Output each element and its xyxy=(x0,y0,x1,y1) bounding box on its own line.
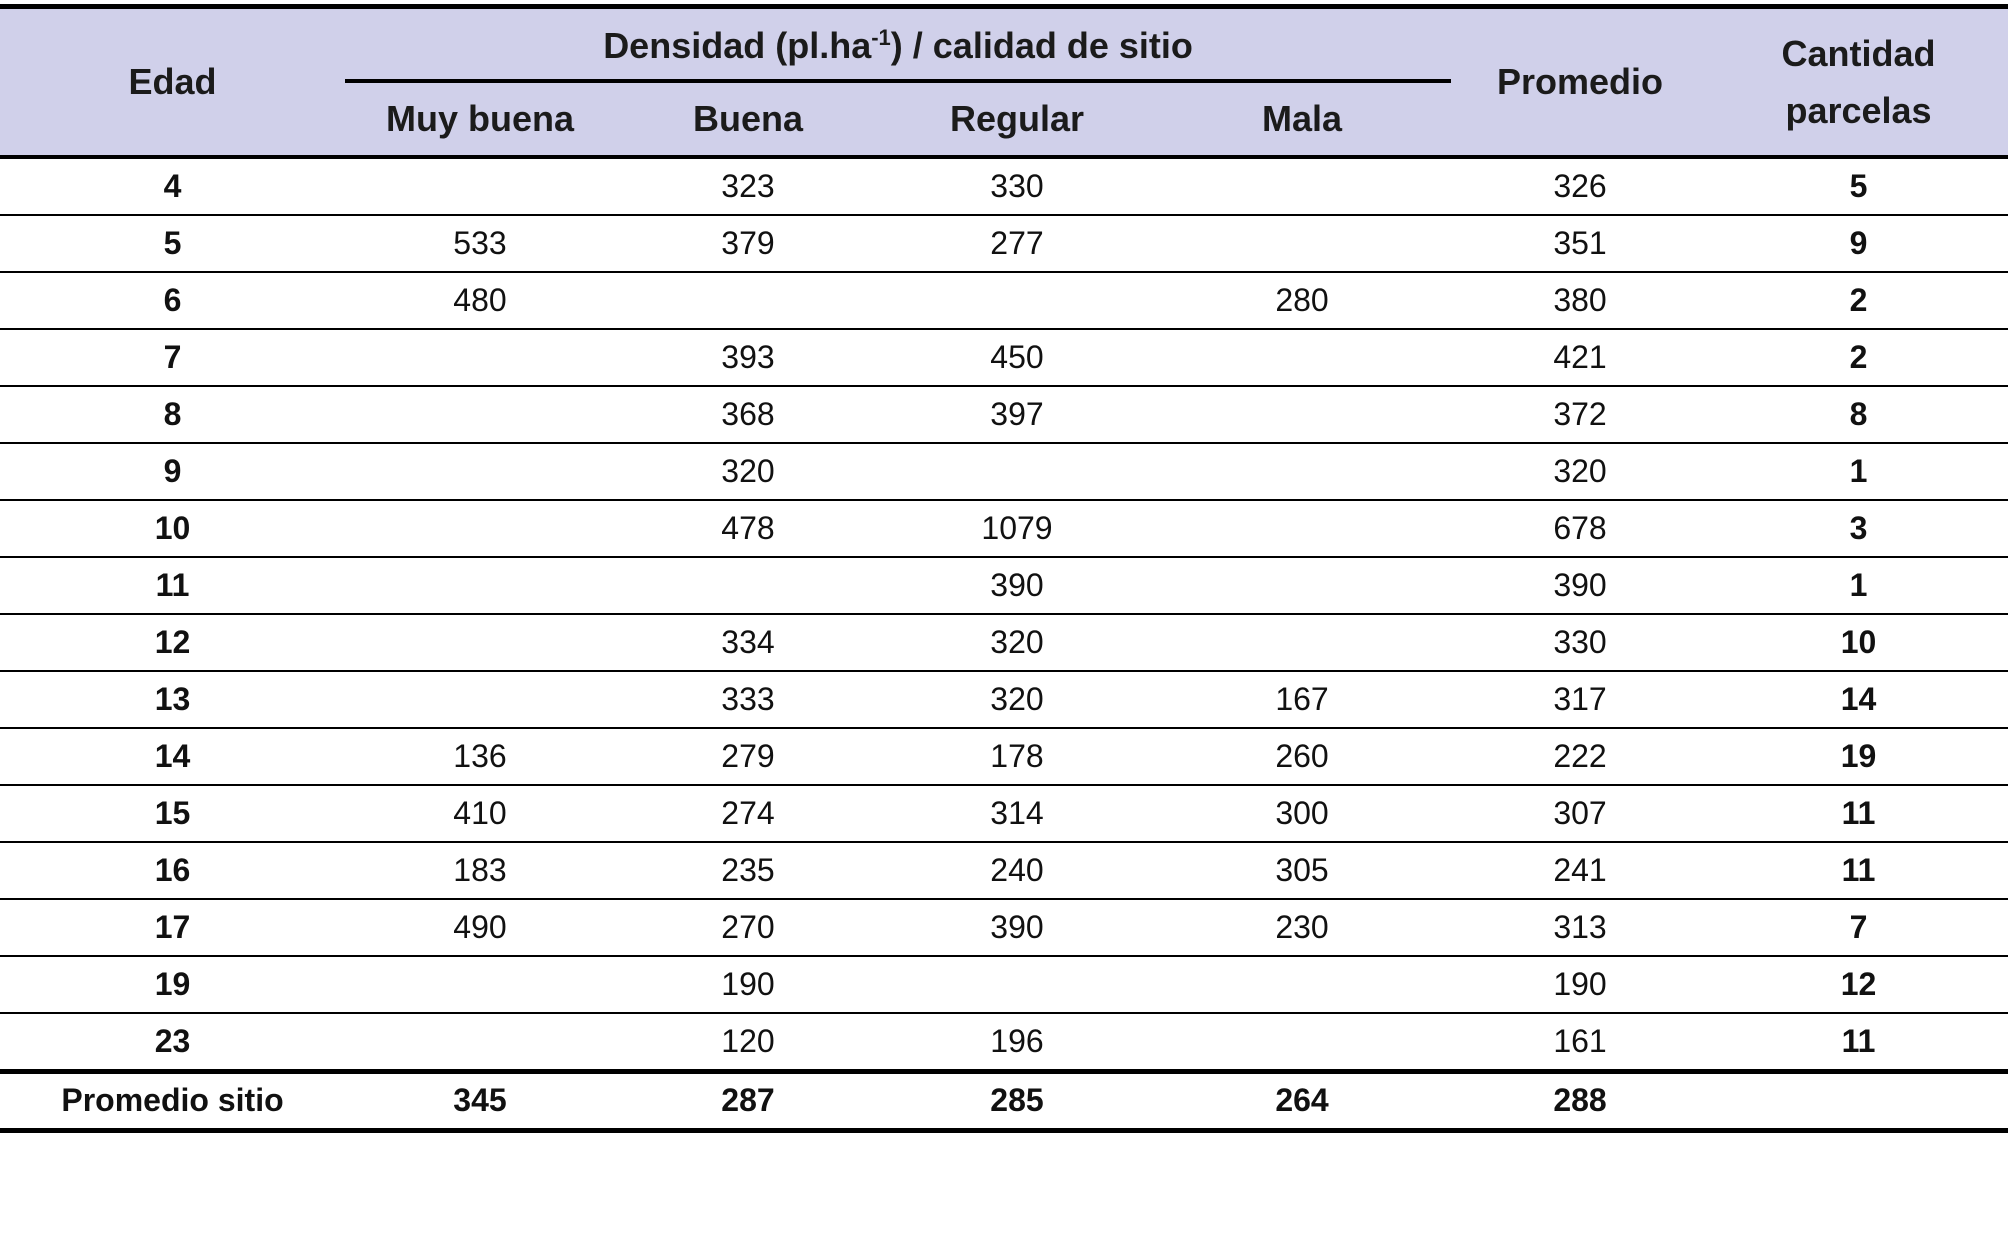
cell-muy-buena: 410 xyxy=(345,785,615,842)
cell-promedio: 190 xyxy=(1451,956,1709,1013)
total-regular: 285 xyxy=(881,1071,1153,1130)
cell-regular: 1079 xyxy=(881,500,1153,557)
cell-muy-buena xyxy=(345,443,615,500)
cell-promedio: 320 xyxy=(1451,443,1709,500)
cell-cantidad: 3 xyxy=(1709,500,2008,557)
cell-regular: 450 xyxy=(881,329,1153,386)
cell-promedio: 317 xyxy=(1451,671,1709,728)
cell-edad: 7 xyxy=(0,329,345,386)
total-buena: 287 xyxy=(615,1071,881,1130)
table-row xyxy=(0,157,2008,215)
cell-promedio: 380 xyxy=(1451,272,1709,329)
cell-promedio: 421 xyxy=(1451,329,1709,386)
table-row xyxy=(0,842,2008,899)
cell-regular xyxy=(881,956,1153,1013)
header-mala: Mala xyxy=(1153,83,1451,157)
cell-edad: 6 xyxy=(0,272,345,329)
cell-buena: 368 xyxy=(615,386,881,443)
cell-promedio: 222 xyxy=(1451,728,1709,785)
cell-promedio: 351 xyxy=(1451,215,1709,272)
header-edad: Edad xyxy=(0,7,345,157)
cell-regular: 320 xyxy=(881,614,1153,671)
cell-regular: 330 xyxy=(881,157,1153,215)
cell-buena: 279 xyxy=(615,728,881,785)
cell-buena: 274 xyxy=(615,785,881,842)
cell-promedio: 307 xyxy=(1451,785,1709,842)
cell-promedio: 390 xyxy=(1451,557,1709,614)
cell-promedio: 241 xyxy=(1451,842,1709,899)
cell-cantidad: 1 xyxy=(1709,443,2008,500)
cell-promedio: 161 xyxy=(1553,1022,1607,1059)
cell-edad: 14 xyxy=(0,728,345,785)
cell-regular: 320 xyxy=(881,671,1153,728)
cell-buena: 235 xyxy=(615,842,881,899)
table-row xyxy=(0,728,2008,785)
cell-edad: 16 xyxy=(0,842,345,899)
cell-muy-buena: 490 xyxy=(345,899,615,956)
cell-muy-buena xyxy=(345,557,615,614)
density-table-container xyxy=(0,4,2008,1133)
table-row xyxy=(0,386,2008,443)
cell-edad: 13 xyxy=(0,671,345,728)
cell-cantidad: 14 xyxy=(1709,671,2008,728)
cell-cantidad: 7 xyxy=(1709,899,2008,956)
cell-edad: 9 xyxy=(0,443,345,500)
header-regular: Regular xyxy=(881,83,1153,157)
table-row xyxy=(0,215,2008,272)
cell-mala xyxy=(1153,443,1451,500)
cell-edad: 23 xyxy=(154,1022,191,1059)
cell-buena: 323 xyxy=(615,157,881,215)
cell-edad: 5 xyxy=(0,215,345,272)
cell-promedio: 326 xyxy=(1451,157,1709,215)
cell-mala xyxy=(1153,956,1451,1013)
cell-mala xyxy=(1153,386,1451,443)
header-cantidad xyxy=(1709,7,2008,157)
cell-regular: 277 xyxy=(881,215,1153,272)
cell-regular xyxy=(881,443,1153,500)
cell-muy-buena: 183 xyxy=(345,842,615,899)
cell-cantidad: 11 xyxy=(1709,785,2008,842)
cell-buena: 270 xyxy=(615,899,881,956)
cell-promedio: 313 xyxy=(1451,899,1709,956)
cell-edad: 15 xyxy=(0,785,345,842)
cell-muy-buena xyxy=(345,1013,615,1072)
cell-regular xyxy=(881,272,1153,329)
cell-muy-buena: 533 xyxy=(345,215,615,272)
cell-mala: 260 xyxy=(1153,728,1451,785)
cell-muy-buena xyxy=(345,671,615,728)
cell-regular: 314 xyxy=(881,785,1153,842)
cell-cantidad: 11 xyxy=(1841,1022,1876,1059)
table-body xyxy=(0,157,2008,1131)
cell-cantidad: 5 xyxy=(1709,157,2008,215)
cell-cantidad: 1 xyxy=(1709,557,2008,614)
header-cantidad-line2: parcelas xyxy=(1785,89,1932,131)
cell-edad: 17 xyxy=(0,899,345,956)
table-row xyxy=(0,785,2008,842)
cell-buena xyxy=(615,272,881,329)
cell-buena: 334 xyxy=(615,614,881,671)
cell-cantidad: 2 xyxy=(1709,329,2008,386)
cell-buena: 393 xyxy=(615,329,881,386)
table-row xyxy=(0,500,2008,557)
table-row xyxy=(0,1013,2008,1072)
cell-mala: 280 xyxy=(1153,272,1451,329)
total-cantidad xyxy=(1709,1071,2008,1130)
cell-mala xyxy=(1153,329,1451,386)
cell-muy-buena xyxy=(345,157,615,215)
cell-muy-buena xyxy=(345,956,615,1013)
header-densidad-group xyxy=(345,7,1451,83)
cell-cantidad: 19 xyxy=(1709,728,2008,785)
cell-edad: 12 xyxy=(0,614,345,671)
cell-buena: 320 xyxy=(615,443,881,500)
cell-mala xyxy=(1153,557,1451,614)
cell-edad: 11 xyxy=(0,557,345,614)
header-buena: Buena xyxy=(615,83,881,157)
total-muy-buena: 345 xyxy=(345,1071,615,1130)
table-row xyxy=(0,329,2008,386)
cell-mala xyxy=(1153,157,1451,215)
cell-muy-buena: 480 xyxy=(345,272,615,329)
density-table xyxy=(0,4,2008,1133)
cell-buena xyxy=(615,557,881,614)
cell-edad: 4 xyxy=(0,157,345,215)
cell-mala: 305 xyxy=(1153,842,1451,899)
cell-regular: 178 xyxy=(881,728,1153,785)
cell-buena: 190 xyxy=(615,956,881,1013)
header-muy-buena: Muy buena xyxy=(345,83,615,157)
header-cantidad-line1: Cantidad xyxy=(1781,32,1936,74)
table-row xyxy=(0,956,2008,1013)
table-row xyxy=(0,899,2008,956)
table-row xyxy=(0,557,2008,614)
header-promedio: Promedio xyxy=(1451,7,1709,157)
cell-edad: 10 xyxy=(0,500,345,557)
cell-mala: 300 xyxy=(1153,785,1451,842)
cell-regular: 390 xyxy=(881,899,1153,956)
cell-buena: 478 xyxy=(615,500,881,557)
total-mala: 264 xyxy=(1153,1071,1451,1130)
cell-promedio: 372 xyxy=(1451,386,1709,443)
cell-regular: 397 xyxy=(881,386,1153,443)
cell-muy-buena xyxy=(345,386,615,443)
cell-edad: 8 xyxy=(0,386,345,443)
cell-mala xyxy=(1153,215,1451,272)
cell-muy-buena xyxy=(345,500,615,557)
cell-muy-buena: 136 xyxy=(345,728,615,785)
cell-mala: 230 xyxy=(1153,899,1451,956)
header-densidad-rest: ) / calidad de sitio xyxy=(890,24,1193,66)
table-row xyxy=(0,443,2008,500)
table-header xyxy=(0,7,2008,157)
cell-cantidad: 9 xyxy=(1709,215,2008,272)
total-row xyxy=(0,1071,2008,1130)
cell-regular: 240 xyxy=(881,842,1153,899)
table-row xyxy=(0,671,2008,728)
table-row xyxy=(0,272,2008,329)
cell-buena: 120 xyxy=(721,1022,775,1059)
cell-regular: 390 xyxy=(881,557,1153,614)
cell-cantidad: 12 xyxy=(1709,956,2008,1013)
table-row xyxy=(0,614,2008,671)
total-label: Promedio sitio xyxy=(0,1071,345,1130)
cell-mala xyxy=(1153,614,1451,671)
cell-buena: 379 xyxy=(615,215,881,272)
cell-edad: 19 xyxy=(0,956,345,1013)
cell-cantidad: 8 xyxy=(1709,386,2008,443)
cell-cantidad: 11 xyxy=(1709,842,2008,899)
cell-cantidad: 2 xyxy=(1709,272,2008,329)
cell-buena: 333 xyxy=(615,671,881,728)
cell-mala: 167 xyxy=(1153,671,1451,728)
cell-regular: 196 xyxy=(990,1022,1044,1059)
cell-promedio: 330 xyxy=(1451,614,1709,671)
cell-mala xyxy=(1153,500,1451,557)
cell-muy-buena xyxy=(345,329,615,386)
cell-mala xyxy=(1153,1013,1451,1072)
cell-promedio: 678 xyxy=(1451,500,1709,557)
cell-muy-buena xyxy=(345,614,615,671)
header-densidad-main: Densidad (pl.ha xyxy=(603,24,872,66)
total-promedio: 288 xyxy=(1451,1071,1709,1130)
header-densidad-sup: -1 xyxy=(871,24,891,50)
cell-cantidad: 10 xyxy=(1709,614,2008,671)
